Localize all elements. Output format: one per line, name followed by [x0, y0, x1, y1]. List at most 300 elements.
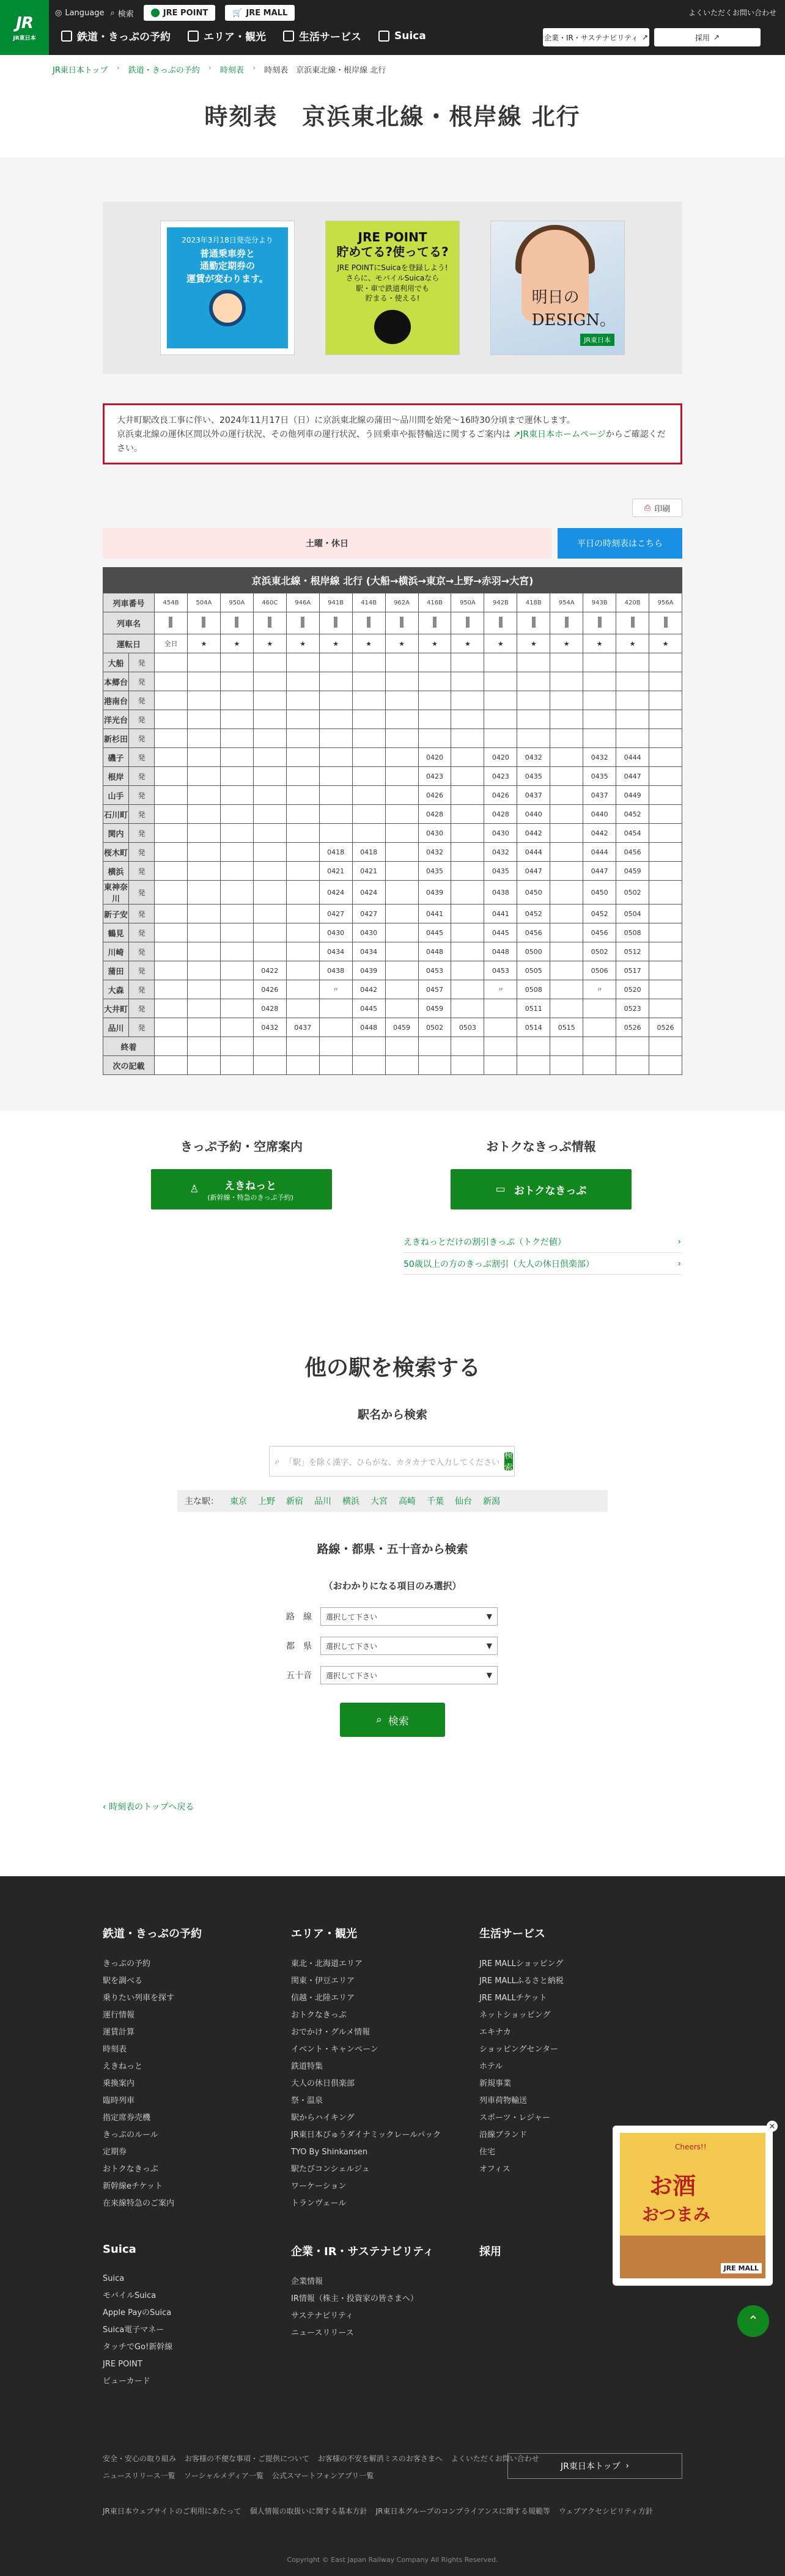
train-number[interactable]: 460C	[253, 593, 286, 612]
notice-text-3: からご確認ください。	[117, 430, 666, 454]
departure-time	[451, 786, 484, 805]
footer-link[interactable]: 乗りたい列車を探す	[103, 1994, 175, 2003]
departure-time	[649, 653, 682, 672]
departure-time	[220, 710, 253, 729]
station-row	[103, 881, 682, 905]
recruit-button[interactable]	[654, 28, 761, 46]
footer-link[interactable]: 臨時列車	[103, 2096, 135, 2105]
departure-time	[155, 862, 188, 881]
departure-time	[550, 980, 583, 999]
station-name[interactable]: 大森	[103, 980, 129, 999]
close-icon[interactable]: ×	[767, 2121, 778, 2132]
station-row	[103, 824, 682, 843]
departure-time: 0456	[616, 843, 649, 862]
departure-time	[517, 729, 550, 748]
station-name[interactable]: 桜木町	[103, 843, 129, 862]
departure-mark: 発	[129, 691, 155, 710]
departure-time	[550, 905, 583, 923]
footer-link[interactable]: ホテル	[479, 2062, 503, 2071]
departure-time	[286, 905, 319, 923]
operation-day: ★	[484, 634, 517, 653]
deal-button[interactable]	[451, 1169, 632, 1209]
station-name[interactable]: 本郷台	[103, 672, 129, 691]
train-number[interactable]: 420B	[616, 593, 649, 612]
train-number[interactable]: 962A	[385, 593, 418, 612]
station-name[interactable]: 関内	[103, 824, 129, 843]
nav-label: 鉄道・きっぷの予約	[77, 31, 171, 43]
footer-link[interactable]: おでかけ・グルメ情報	[291, 2028, 370, 2037]
footer-link[interactable]: 列車荷物輸送	[479, 2096, 528, 2105]
station-name[interactable]: 山手	[103, 786, 129, 805]
timetable-scroll[interactable]	[103, 593, 682, 1082]
departure-time	[286, 999, 319, 1018]
operation-day: ★	[649, 634, 682, 653]
station-name[interactable]: 新子安	[103, 905, 129, 923]
departure-time	[253, 862, 286, 881]
main-station-link[interactable]: 東京	[230, 1497, 247, 1506]
main-station-link[interactable]: 上野	[258, 1497, 275, 1506]
footer-link[interactable]: 乗換案内	[103, 2079, 135, 2088]
footer-bottom-link[interactable]: よくいただくお問い合わせ	[451, 2454, 539, 2463]
footer-link[interactable]: ビューカード	[103, 2377, 150, 2386]
footer-link[interactable]: トランヴェール	[291, 2199, 347, 2208]
train-number[interactable]: 943B	[583, 593, 616, 612]
footer-bottom-link[interactable]: JR東日本グループのコンプライアンスに関する規範等	[375, 2507, 550, 2515]
empty-cell	[451, 1037, 484, 1056]
departure-time: 0500	[517, 942, 550, 961]
station-row	[103, 961, 682, 980]
breadcrumb	[53, 64, 386, 75]
departure-time: 0456	[517, 923, 550, 942]
footer-link[interactable]: TYO By Shinkansen	[291, 2148, 368, 2157]
departure-time: 0450	[517, 881, 550, 905]
departure-time	[155, 729, 188, 748]
station-name[interactable]: 大船	[103, 653, 129, 672]
footer-link[interactable]: JRE POINT	[103, 2360, 142, 2369]
departure-time	[187, 824, 220, 843]
breadcrumb-item[interactable]: JR東日本トップ	[53, 66, 108, 75]
footer-link[interactable]: 時刻表	[103, 2045, 127, 2054]
footer-link[interactable]: おトクなきっぷ	[103, 2165, 158, 2174]
station-search-button[interactable]: 検索	[504, 1451, 513, 1473]
departure-time	[319, 729, 352, 748]
operation-day: ★	[616, 634, 649, 653]
search-button[interactable]	[111, 7, 134, 19]
station-name[interactable]: 鶴見	[103, 923, 129, 942]
station-name[interactable]: 川崎	[103, 942, 129, 961]
station-name[interactable]: 大井町	[103, 999, 129, 1018]
footer-link[interactable]: Apple PayのSuica	[103, 2308, 172, 2317]
footer-link[interactable]: ネットショッピング	[479, 2011, 551, 2020]
train-number-row	[103, 593, 682, 612]
train-number[interactable]: 416B	[418, 593, 451, 612]
language-button[interactable]	[55, 9, 105, 18]
ekinet-sublabel: (新幹線・特急のきっぷ予約)	[207, 1193, 293, 1202]
departure-time: 0420	[484, 748, 517, 767]
departure-time	[286, 980, 319, 999]
departure-mark: 発	[129, 862, 155, 881]
local-train-icon	[598, 617, 602, 628]
map-icon	[188, 31, 199, 42]
footer-bottom-link[interactable]: 公式スマートフォンアプリ一覧	[272, 2471, 374, 2480]
departure-time	[286, 843, 319, 862]
departure-time	[649, 710, 682, 729]
footer-col-corporate	[291, 2243, 434, 2342]
station-name[interactable]: 品川	[103, 1018, 129, 1037]
nav-railway[interactable]	[61, 28, 171, 43]
footer-link[interactable]: 運行情報	[103, 2011, 135, 2020]
station-name[interactable]: 洋光台	[103, 710, 129, 729]
main-station-link[interactable]: 仙台	[455, 1497, 472, 1506]
faq-link[interactable]: よくいただくお問い合わせ	[688, 9, 776, 17]
departure-time: 0432	[517, 748, 550, 767]
footer-link[interactable]: JRE MALLショッピング	[479, 1959, 564, 1969]
cart-icon: 🛒	[232, 8, 243, 18]
operation-day: ★	[220, 634, 253, 653]
footer-link[interactable]: スポーツ・レジャー	[479, 2113, 550, 2123]
departure-time	[385, 942, 418, 961]
departure-time	[649, 999, 682, 1018]
departure-time	[451, 862, 484, 881]
nav-life[interactable]	[283, 28, 361, 43]
row-label: 列車番号	[103, 593, 155, 612]
departure-time	[517, 672, 550, 691]
train-type-cell	[649, 612, 682, 634]
deal-link-label: えきねっとだけの割引きっぷ（トクだ値）	[404, 1237, 566, 1247]
footer-link[interactable]: 在来線特急のご案内	[103, 2199, 175, 2208]
footer-link[interactable]: Suica	[103, 2274, 125, 2283]
footer-col-list	[103, 1956, 202, 2212]
train-number[interactable]: 942B	[484, 593, 517, 612]
caret-down-icon: ▼	[486, 1671, 492, 1679]
footer-link[interactable]: 企業情報	[291, 2277, 323, 2286]
main-station-link[interactable]: 品川	[314, 1497, 331, 1506]
station-row	[103, 923, 682, 942]
departure-time: 〃	[583, 980, 616, 999]
footer-link[interactable]: Suica電子マネー	[103, 2325, 164, 2335]
departure-time	[550, 881, 583, 905]
operation-day: ★	[517, 634, 550, 653]
footer-link[interactable]: きっぷのルール	[103, 2130, 158, 2140]
footer-link[interactable]: 駅からハイキング	[291, 2113, 355, 2123]
train-type-cell	[220, 612, 253, 634]
departure-time	[187, 980, 220, 999]
footer-link[interactable]: 大人の休日倶楽部	[291, 2079, 355, 2088]
footer-bottom-link[interactable]: 安全・安心の取り組み	[103, 2454, 177, 2463]
footer-col-recruit[interactable]	[479, 2243, 501, 2273]
station-search-input[interactable]: 「駅」を除く漢字、ひらがな、カタカナで入力してください	[284, 1458, 499, 1467]
departure-time	[155, 653, 188, 672]
local-train-icon	[631, 617, 635, 628]
departure-time	[253, 805, 286, 824]
departure-time	[253, 786, 286, 805]
departure-time	[286, 672, 319, 691]
nav-area[interactable]	[188, 28, 266, 43]
jre-banner-title: JRE POINT 貯めてる?使ってる?	[336, 230, 449, 259]
jre-point-banner[interactable]	[325, 221, 460, 355]
main-station-link[interactable]: 千葉	[427, 1497, 444, 1506]
design-banner[interactable]	[490, 221, 625, 355]
station-row	[103, 767, 682, 786]
station-name[interactable]: 石川町	[103, 805, 129, 824]
design-banner-tag: JR東日本	[580, 334, 614, 346]
departure-time	[517, 710, 550, 729]
notice-link[interactable]	[513, 430, 605, 439]
footer-link[interactable]: 新規事業	[479, 2079, 512, 2088]
shop-icon	[283, 31, 294, 42]
departure-time: 0459	[385, 1018, 418, 1037]
main-stations	[177, 1490, 608, 1512]
footer-link[interactable]: IR情報（株主・投資家の皆さまへ）	[291, 2294, 418, 2303]
jre-mall-link[interactable]	[225, 5, 295, 21]
station-row	[103, 729, 682, 748]
train-number[interactable]: 418B	[517, 593, 550, 612]
departure-time	[253, 881, 286, 905]
empty-cell	[649, 1056, 682, 1075]
departure-time	[220, 881, 253, 905]
footer-bottom-link[interactable]: お客様の不便な事項・ご提供について	[185, 2454, 309, 2463]
footer-link[interactable]: 運賃計算	[103, 2028, 135, 2037]
footer-link[interactable]: タッチでGo!新幹線	[103, 2343, 173, 2352]
nav-label: 生活サービス	[299, 31, 361, 43]
main-station-link[interactable]: 新潟	[483, 1497, 500, 1506]
departure-time: 0442	[517, 824, 550, 843]
station-name[interactable]: 根岸	[103, 767, 129, 786]
train-number[interactable]: 946A	[286, 593, 319, 612]
footer-link[interactable]: JRE MALLチケット	[479, 1994, 547, 2003]
footer-link[interactable]: オフィス	[479, 2165, 510, 2174]
departure-time: 0418	[352, 843, 385, 862]
departure-time	[286, 923, 319, 942]
footer-link[interactable]: きっぷの予約	[103, 1959, 151, 1969]
departure-time	[319, 805, 352, 824]
jr-logo[interactable]	[0, 0, 49, 55]
footer-col-list	[291, 1956, 441, 2212]
station-name[interactable]: 横浜	[103, 862, 129, 881]
departure-time	[220, 862, 253, 881]
corporate-button[interactable]	[543, 28, 649, 46]
deal-link[interactable]	[404, 1253, 681, 1275]
train-number[interactable]: 950A	[451, 593, 484, 612]
departure-time	[484, 691, 517, 710]
departure-time: 0424	[352, 881, 385, 905]
main-station-link[interactable]: 大宮	[370, 1497, 388, 1506]
footer-link[interactable]: エキナカ	[479, 2028, 511, 2037]
scroll-to-top-button[interactable]	[737, 2305, 769, 2337]
departure-time	[385, 999, 418, 1018]
local-train-icon	[169, 617, 172, 628]
departure-mark: 発	[129, 672, 155, 691]
departure-time	[451, 653, 484, 672]
footer-bottom-link[interactable]: JR東日本ウェブサイトのご利用にあたって	[103, 2507, 241, 2515]
station-name[interactable]: 港南台	[103, 691, 129, 710]
departure-time	[286, 729, 319, 748]
departure-time	[286, 961, 319, 980]
terminal-row	[103, 1037, 682, 1056]
station-name[interactable]: 新杉田	[103, 729, 129, 748]
footer-col-list	[103, 2270, 172, 2390]
footer-bottom-link[interactable]: ニュースリリース一覧	[103, 2471, 175, 2480]
line-search-button[interactable]	[340, 1703, 445, 1737]
footer-bottom-link[interactable]: お客様の不安を解消ミスのお客さまへ	[317, 2454, 443, 2463]
main-station-link[interactable]: 横浜	[342, 1497, 359, 1506]
train-number[interactable]: 956A	[649, 593, 682, 612]
footer-link[interactable]: サステナビリティ	[291, 2311, 353, 2321]
footer-link[interactable]: 駅を調べる	[103, 1976, 143, 1986]
chevron-right-icon: ›	[677, 1236, 681, 1247]
departure-time	[220, 843, 253, 862]
footer-bottom-link[interactable]: 個人情報の取扱いに関する基本方針	[249, 2507, 367, 2515]
breadcrumb-item[interactable]: 時刻表	[219, 66, 244, 75]
train-type-cell	[385, 612, 418, 634]
departure-mark: 発	[129, 942, 155, 961]
footer-bottom-link[interactable]: ソーシャルメディア一覧	[183, 2471, 264, 2480]
station-name[interactable]: 東神奈川	[103, 881, 129, 905]
empty-cell	[385, 1037, 418, 1056]
footer-link[interactable]: 定期券	[103, 2148, 127, 2157]
train-type-cell	[484, 612, 517, 634]
departure-time: 0426	[484, 786, 517, 805]
departure-time	[616, 729, 649, 748]
departure-time: 0452	[583, 905, 616, 923]
footer-link[interactable]: ワーケーション	[291, 2182, 347, 2191]
footer-bottom-link[interactable]: ウェブアクセシビリティ方針	[558, 2507, 653, 2515]
departure-time	[155, 999, 188, 1018]
global-nav	[61, 28, 426, 43]
footer-bottom-links-1	[103, 2453, 539, 2464]
footer-link[interactable]: 関東・伊豆エリア	[291, 1976, 355, 1986]
departure-time	[385, 862, 418, 881]
train-number[interactable]: 454B	[155, 593, 188, 612]
departure-time	[451, 999, 484, 1018]
footer-link[interactable]: 沿線ブランド	[479, 2130, 528, 2140]
footer-link[interactable]: ニュースリリース	[291, 2328, 354, 2338]
footer-link[interactable]: えきねっと	[103, 2062, 143, 2071]
departure-time	[187, 999, 220, 1018]
search-by-line-title: 路線・都県・五十音から検索	[317, 1543, 468, 1556]
ekinet-button[interactable]	[151, 1169, 332, 1209]
train-number[interactable]: 941B	[319, 593, 352, 612]
external-icon: ↗	[641, 33, 649, 42]
departure-time	[220, 691, 253, 710]
departure-time	[352, 729, 385, 748]
departure-time: 0445	[352, 999, 385, 1018]
train-number[interactable]: 954A	[550, 593, 583, 612]
main-station-link[interactable]: 高崎	[399, 1497, 416, 1506]
footer-link[interactable]: モバイルSuica	[103, 2291, 157, 2300]
footer-link[interactable]: ショッピングセンター	[479, 2045, 558, 2054]
train-number[interactable]: 504A	[187, 593, 220, 612]
breadcrumb-item[interactable]: 鉄道・きっぷの予約	[128, 66, 200, 75]
departure-time: 0435	[583, 767, 616, 786]
deal-link[interactable]	[404, 1231, 681, 1253]
line-select[interactable]	[320, 1607, 498, 1626]
footer-link[interactable]: 信越・北陸エリア	[291, 1994, 355, 2003]
departure-time	[352, 786, 385, 805]
deal-block	[422, 1137, 660, 1209]
departure-time	[187, 805, 220, 824]
footer-link[interactable]: おトクなきっぷ	[291, 2011, 347, 2020]
station-name[interactable]: 蒲田	[103, 961, 129, 980]
back-link-label: 時刻表のトップへ戻る	[109, 1802, 194, 1812]
departure-time	[451, 729, 484, 748]
departure-time	[220, 653, 253, 672]
back-to-timetable-top[interactable]	[103, 1800, 194, 1813]
departure-time	[319, 691, 352, 710]
departure-time	[451, 881, 484, 905]
departure-time	[550, 805, 583, 824]
footer-link[interactable]: 駅たびコンシェルジュ	[291, 2165, 370, 2174]
departure-time	[220, 942, 253, 961]
departure-time	[220, 980, 253, 999]
nav-suica[interactable]	[378, 30, 426, 42]
footer-col-list	[291, 2273, 434, 2342]
tab-holiday[interactable]: 土曜・休日	[103, 528, 551, 559]
footer-link[interactable]: 指定席券売機	[103, 2113, 151, 2123]
departure-time: 0434	[352, 942, 385, 961]
jre-point-link[interactable]	[144, 5, 215, 21]
breadcrumb-current: 時刻表 京浜東北線・根岸線 北行	[264, 66, 386, 75]
footer-link[interactable]: JR東日本びゅうダイナミックレールパック	[291, 2130, 441, 2140]
departure-time: 0514	[517, 1018, 550, 1037]
nav-label: Suica	[394, 29, 426, 42]
departure-time	[155, 942, 188, 961]
station-name[interactable]: 磯子	[103, 748, 129, 767]
copyright: Copyright © East Japan Railway Company All Rights Reserved.	[287, 2556, 498, 2564]
footer-link[interactable]: 新幹線eチケット	[103, 2182, 163, 2191]
print-button[interactable]	[632, 499, 682, 517]
globe-icon: ◎	[55, 8, 62, 18]
notice-text-2: 京浜東北線の運休区間以外の運行状況、その他列車の運行状況、う回乗車や振替輸送に関するご案内は	[117, 430, 510, 440]
kana-select[interactable]	[320, 1666, 498, 1684]
footer-link[interactable]: 祭・温泉	[291, 2096, 323, 2105]
departure-time	[286, 942, 319, 961]
footer-link[interactable]: JRE MALLふるさと納税	[479, 1976, 564, 1986]
main-station-link[interactable]: 新宿	[286, 1497, 303, 1506]
departure-time	[385, 923, 418, 942]
footer-link[interactable]: 鉄道特集	[291, 2062, 323, 2071]
reserve-title: きっぷ予約・空席案内	[180, 1139, 303, 1154]
departure-time: 0447	[583, 862, 616, 881]
jr-east-top-button[interactable]	[507, 2453, 682, 2479]
departure-time	[220, 923, 253, 942]
departure-time: 〃	[484, 980, 517, 999]
departure-time	[451, 672, 484, 691]
jre-mall-ad-popup[interactable]	[613, 2126, 773, 2286]
departure-time: 〃	[319, 980, 352, 999]
departure-time	[550, 942, 583, 961]
train-number[interactable]: 414B	[352, 593, 385, 612]
departure-time: 0428	[418, 805, 451, 824]
footer-link[interactable]: イベント・キャンペーン	[291, 2045, 378, 2054]
fare-change-banner[interactable]	[160, 221, 295, 355]
pref-select[interactable]	[320, 1637, 498, 1655]
pref-select-label: 都 県	[286, 1642, 312, 1651]
operation-day: ★	[352, 634, 385, 653]
footer-link[interactable]: 東北・北海道エリア	[291, 1959, 363, 1969]
tab-weekday[interactable]: 平日の時刻表はこちら	[558, 528, 682, 559]
departure-time: 0437	[583, 786, 616, 805]
row-label: 運転日	[103, 634, 155, 653]
departure-mark: 発	[129, 767, 155, 786]
departure-time: 0430	[484, 824, 517, 843]
footer-link[interactable]: 住宅	[479, 2148, 496, 2157]
fare-banner-text: 普通乗車券と 通勤定期券の 運賃が変わります。	[186, 248, 268, 284]
departure-time	[286, 767, 319, 786]
empty-cell	[418, 1056, 451, 1075]
train-number[interactable]: 950A	[220, 593, 253, 612]
departure-time	[451, 824, 484, 843]
